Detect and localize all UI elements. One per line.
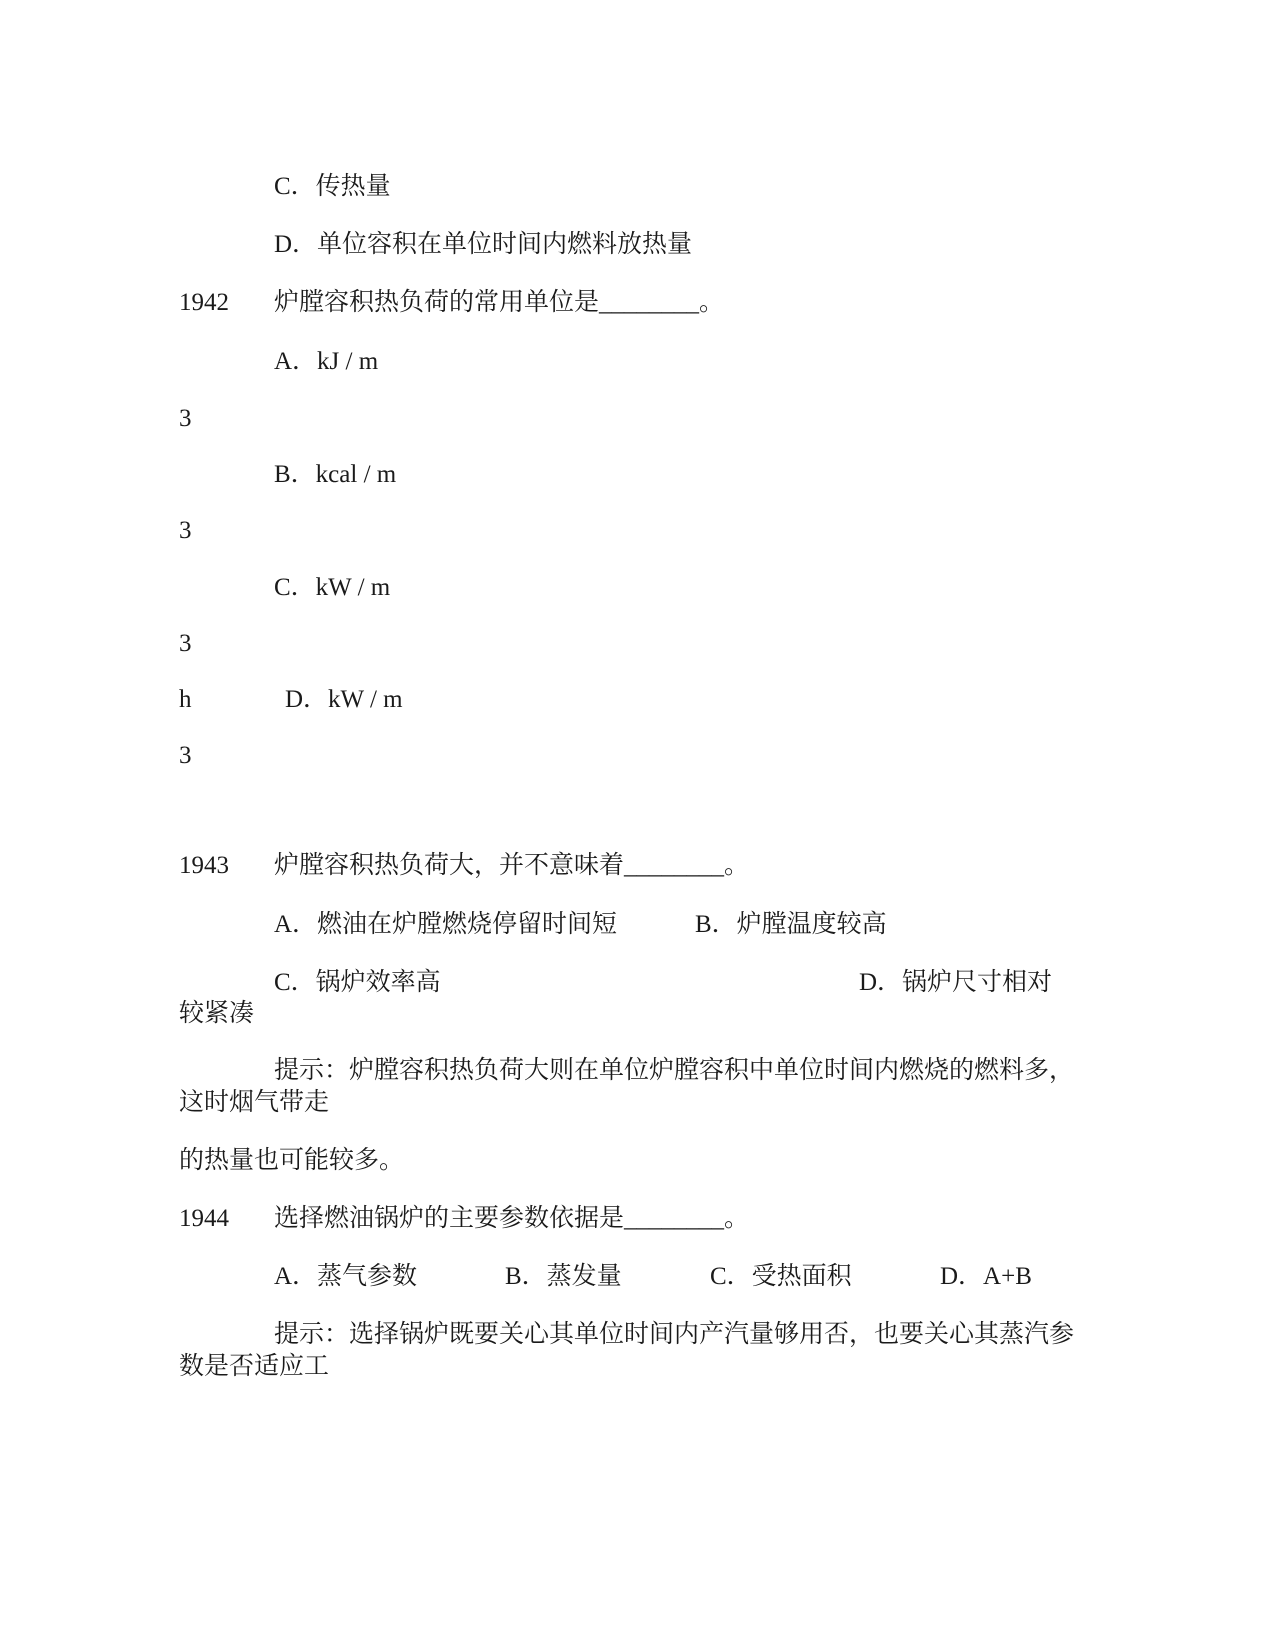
question-stem: 选择燃油锅炉的主要参数依据是________。: [274, 1205, 750, 1232]
question-stem: 炉膛容积热负荷大，并不意味着________。: [274, 852, 750, 879]
option-a: A．蒸气参数: [274, 1263, 418, 1290]
superscript-fragment: 3: [179, 405, 192, 432]
option-d-continuation: 较紧凑: [179, 1000, 255, 1027]
hint-text: 提示：炉膛容积热负荷大则在单位炉膛容积中单位时间内燃烧的燃料多，: [274, 1057, 1075, 1084]
hint-text: 这时烟气带走: [179, 1089, 330, 1116]
unit-fragment: h: [179, 686, 192, 713]
option-d: D．kW / m: [285, 686, 403, 713]
option-c: C．受热面积: [710, 1263, 852, 1290]
option-c: C．kW / m: [274, 574, 391, 601]
superscript-fragment: 3: [179, 630, 192, 657]
option-b: B．炉膛温度较高: [695, 911, 887, 938]
option-c: C．传热量: [274, 173, 391, 200]
question-number: 1944: [179, 1205, 229, 1232]
superscript-fragment: 3: [179, 517, 192, 544]
option-a: A．kJ / m: [274, 348, 379, 375]
option-b: B．kcal / m: [274, 461, 397, 488]
option-b: B．蒸发量: [505, 1263, 622, 1290]
option-d: D．锅炉尺寸相对: [859, 969, 1053, 996]
question-stem: 炉膛容积热负荷的常用单位是________。: [274, 289, 725, 316]
question-number: 1943: [179, 852, 229, 879]
option-c: C．锅炉效率高: [274, 969, 441, 996]
option-d: D．单位容积在单位时间内燃料放热量: [274, 231, 693, 258]
superscript-fragment: 3: [179, 742, 192, 769]
option-d: D．A+B: [940, 1263, 1032, 1290]
option-a: A．燃油在炉膛燃烧停留时间短: [274, 911, 618, 938]
hint-text: 的热量也可能较多。: [179, 1147, 405, 1174]
hint-text: 提示：选择锅炉既要关心其单位时间内产汽量够用否，也要关心其蒸汽参: [274, 1321, 1075, 1348]
question-number: 1942: [179, 289, 229, 316]
hint-text: 数是否适应工: [179, 1353, 330, 1380]
